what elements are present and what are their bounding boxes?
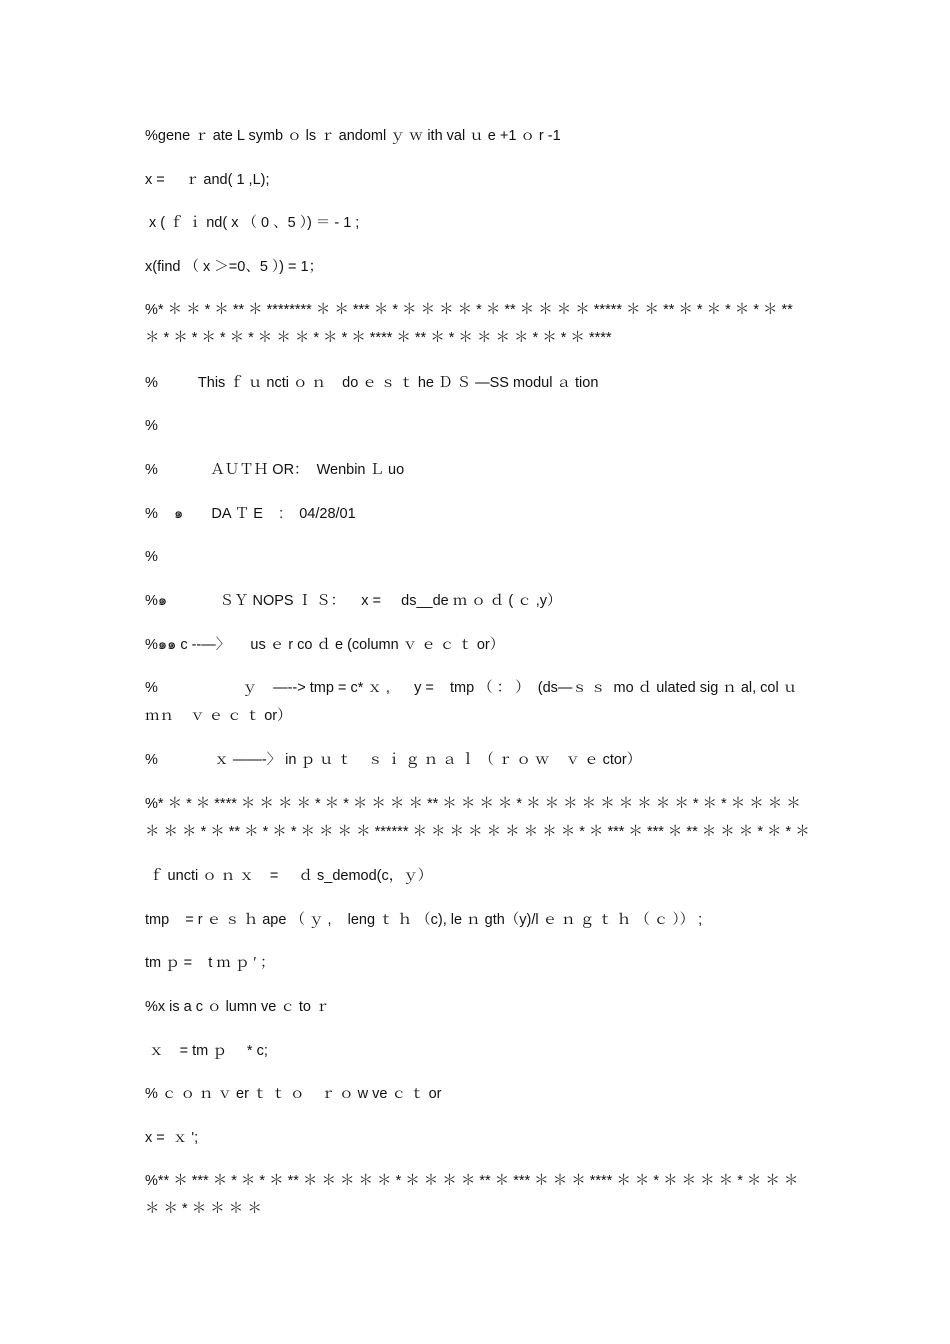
comment-line-param-c: %๑๑ c --—〉 us ｅ r co ｄ e (column ｖ ｅ ｃ ｔ or） — [145, 637, 505, 653]
comment-line-author: % ＡＵＴＨ OR： Wenbin Ｌ uo — [145, 462, 405, 478]
code-line-function: ｆ uncti ｏ ｎ ｘ = ｄ s_demod(c，ｙ） — [145, 868, 433, 884]
comment-separator-top: %* ＊ ＊ * ＊ ** ＊ ******** ＊ ＊ *** ＊ * ＊ ＊ ＊ ＊ * ＊ ** ＊ ＊ ＊ ＊ ***** ＊ ＊ ** ＊ * ＊ * ＊ * ＊ ** ＊ * ＊ * ＊ * ＊ * ＊ ＊ ＊ * ＊ * ＊ **** ＊ ** ＊ * ＊ ＊ ＊ ＊ * ＊ * ＊ **** — [145, 302, 797, 346]
code-line-reshape: tmp = r ｅ ｓ ｈ ape （ ｙ , leng ｔ ｈ （c), le ｎ gth（y)/l ｅ ｎ ｇ ｔ ｈ （ ｃ ）） ; — [145, 912, 703, 928]
comment-line-blank-2: % — [145, 549, 158, 565]
comment-line-blank: % — [145, 418, 158, 434]
comment-line-param-y: % ｙ —--> tmp = c* ｘ , y = tmp （ ： ） (ds—ｓ ｓ mo ｄ ulated sig ｎ al, col ｕｍｎ ｖ ｅ ｃ ｔ or） — [145, 680, 798, 724]
comment-line-synopsis: %๑ ＳＹ NOPS Ｉ Ｓ： x = ds__de ｍ ｏ ｄ ( ｃ ,y） — [145, 593, 562, 609]
code-line-rand: x = ｒ and( 1 ,L); — [145, 172, 270, 188]
code-line-final-transpose: x = ｘ '; — [145, 1130, 199, 1146]
comment-line-generate: %gene ｒ ate L symb ｏ ls ｒ andoml ｙ ｗ ith val ｕ e +1 ｏ r -1 — [145, 128, 561, 144]
code-line-find-negative: x ( ｆ ｉ nd( x （ 0 、5 ）) ＝ - 1 ; — [145, 215, 360, 231]
comment-line-description: % This ｆ ｕ ncti ｏ ｎ do ｅ ｓ ｔ he Ｄ Ｓ —SS modul ａ tion — [145, 375, 599, 391]
comment-separator-bottom: %** ＊ *** ＊ * ＊ * ＊ ** ＊ ＊ ＊ ＊ ＊ * ＊ ＊ ＊ ＊ ** ＊ *** ＊ ＊ ＊ **** ＊ ＊ * ＊ ＊ ＊ ＊ * ＊ ＊ ＊ ＊ ＊ * ＊ ＊ ＊ ＊ — [145, 1173, 803, 1217]
comment-line-param-x: % ｘ ——-〉 in ｐ ｕ ｔ ｓ ｉ ｇ ｎ ａ ｌ （ ｒ ｏ ｗ ｖ ｅ ctor） — [145, 752, 642, 768]
code-line-multiply: ｘ = tm ｐ * c; — [145, 1043, 268, 1059]
comment-line-column-vector: %x is a c ｏ lumn ve ｃ to ｒ — [145, 999, 330, 1015]
comment-separator-middle: %* ＊ * ＊ **** ＊ ＊ ＊ ＊ * ＊ * ＊ ＊ ＊ ＊ ** ＊ ＊ ＊ ＊ * ＊ ＊ ＊ ＊ ＊ ＊ ＊ ＊ ＊ * ＊ * ＊ ＊ ＊ ＊ ＊ ＊ ＊ * ＊ ** ＊ * ＊ * ＊ ＊ ＊ ＊ ****** ＊ ＊ ＊ ＊ ＊ ＊ ＊ ＊ ＊ * ＊ *** ＊ *** ＊ ** ＊ ＊ ＊ * ＊ * ＊ — [145, 796, 810, 840]
code-line-transpose: tm ｐ = t ｍ ｐ ′ ； — [145, 955, 275, 971]
comment-line-convert: % ｃ ｏ ｎ ｖ er ｔ ｔ ｏ ｒ ｏ w ve ｃ ｔ or — [145, 1086, 442, 1102]
comment-line-date: % ๑ DA Ｔ E : 04/28/01 — [145, 506, 356, 522]
code-line-find-positive: x(find （ x ＞=0、5 ）) = 1； — [145, 259, 324, 275]
